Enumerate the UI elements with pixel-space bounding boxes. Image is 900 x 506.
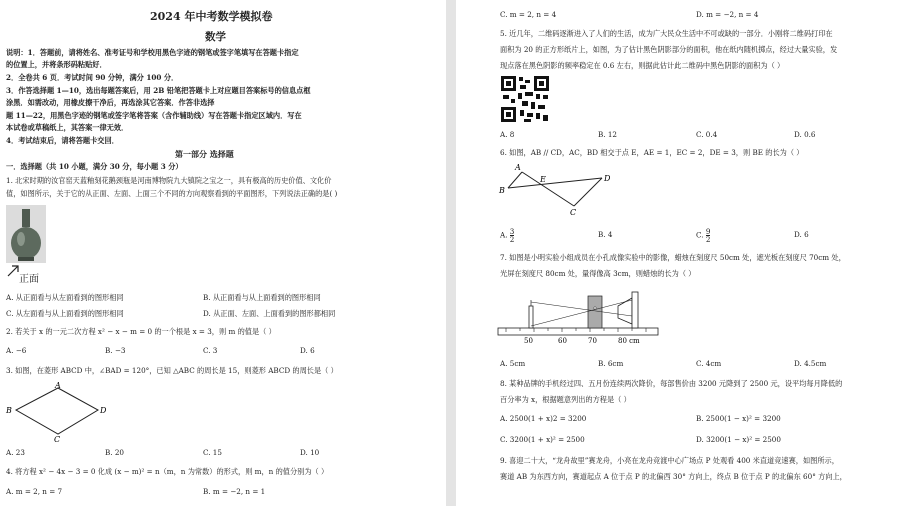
option-d: D. 4.5cm (794, 359, 827, 368)
option-d: D. 6 (794, 230, 809, 239)
option-b: B. 6cm (598, 359, 624, 368)
vertex-label: A (55, 382, 61, 390)
arrow-icon (6, 264, 20, 278)
question-text: 7. 如图是小明实验小组成员在小孔成像实验中的影像，蜡烛在刻度尺 50cm 处，遮光板在刻度尺 70cm 处， (500, 253, 846, 262)
option-a: A. 从正面看与从左面看到的图形相同 (6, 293, 124, 302)
option-c: C. 从左面看与从上面看到的图形相同 (6, 309, 124, 318)
question-text: 1. 北宋时期的汝官窑天蓝釉刻花鹅颈瓶是河南博物院九大镇院之宝之一，具有极高的历史价值、文化价 (6, 176, 332, 185)
vertex-label: E (540, 175, 546, 184)
question-text: 现点落在黑色阴影的频率稳定在 0.6 左右，则据此估计此二维码中黑色阴影的面积为（ ） (500, 61, 785, 70)
option-b: B. m = −2, n = 1 (203, 487, 266, 496)
note-line: 本试卷或草稿纸上，其答案一律无效． (6, 123, 129, 132)
option-c: C. m = 2, n = 4 (500, 10, 557, 19)
page-gap (446, 0, 456, 506)
ruler-tick-label: 60 (558, 337, 567, 345)
option-a: A. 5cm (500, 359, 526, 368)
note-line: 说明：1．答题前，请将姓名、准考证号和学校用黑色字迹的钢笔或签字笔填写在答题卡指定 (6, 48, 299, 57)
option-a: A. $\frac{3}{2}$ (500, 227, 515, 244)
option-c: C. 0.4 (696, 130, 718, 139)
question-text: 光屏在刻度尺 80cm 处，量得像高 3cm，则蜡烛的长为（ ） (500, 269, 696, 278)
option-c: C. 3 (203, 346, 218, 355)
option-a: A. 23 (6, 448, 25, 457)
note-line: 题 11—22，用黑色字迹的钢笔或签字笔将答案（含作辅助线）写在答题卡指定区域内．写在 (6, 111, 302, 120)
vertex-label: C (54, 435, 61, 442)
question-text: 5. 近几年，二维码逐渐进入了人们的生活，成为广大民众生活中不可或缺的一部分．小刚将二维码打印在 (500, 29, 833, 38)
question-text: 值，如图所示，关于它的从正面、左面、上面三个不同的方向观察看到的平面图形，下列说法正确的是( ) (6, 189, 338, 198)
ruler-tick-label: 50 (524, 337, 533, 345)
rhombus-figure (4, 382, 114, 442)
question-text: 8. 某种品牌的手机经过四、五月份连续两次降价，每部售价由 3200 元降到了 2500 元，设平均每月降低的 (500, 379, 843, 388)
vase-image (6, 205, 46, 263)
option-b: B. 4 (598, 230, 613, 239)
vertex-label: D (604, 174, 611, 183)
part-heading: 第一部分 选择题 (175, 149, 234, 159)
vertex-label: C (570, 208, 577, 217)
front-label: 正面 (19, 274, 39, 285)
qr-code-image (500, 75, 550, 123)
note-line: 3．作答选择题 1—10，选出每题答案后，用 2B 铅笔把答题卡上对应题目答案标号的信息点框 (6, 86, 311, 95)
question-text: 面积为 20 的正方形纸片上，如图，为了估计黑色阴影部分的面积，他在纸内随机掷点，经过大量实验，发 (500, 45, 838, 54)
option-d: D. 0.6 (794, 130, 816, 139)
note-line: 的位置上，并将条形码粘贴好． (6, 60, 107, 69)
option-c: C. 15 (203, 448, 222, 457)
ruler-tick-label: 70 (588, 337, 597, 345)
option-c: C. 3200(1 + x)² = 2500 (500, 435, 585, 444)
section-heading: 一．选择题（共 10 小题，满分 30 分，每小题 3 分） (6, 162, 183, 171)
option-b: B. 12 (598, 130, 617, 139)
question-text: 百分率为 x，根据题意列出的方程是（ ） (500, 395, 631, 404)
exam-title: 2024 年中考数学模拟卷 (150, 10, 273, 23)
option-a: A. 8 (500, 130, 515, 139)
vertex-label: D (100, 406, 107, 415)
question-text: 9. 喜迎二十大，“龙舟故里”赛龙舟，小亮在龙舟竞渡中心广场点 P 处观看 400 米直道竞速赛，如图所示， (500, 456, 839, 465)
option-d: D. 3200(1 − x)² = 2500 (696, 435, 781, 444)
option-c: C. 4cm (696, 359, 722, 368)
ruler-tick-label: 80 cm (618, 337, 640, 345)
option-d: D. 6 (300, 346, 315, 355)
question-text: 3. 如图，在菱形 ABCD 中，∠BAD = 120°，已知 △ABC 的周长是 15，则菱形 ABCD 的周长是（ ） (6, 366, 338, 375)
question-text: 4. 将方程 x² − 4x − 3 = 0 化成 (x − m)² = n（m，n 为常数）的形式，则 m，n 的值分别为（ ） (6, 467, 329, 476)
note-line: 2．全卷共 6 页．考试时间 90 分钟，满分 100 分． (6, 73, 179, 82)
subject-title: 数学 (205, 31, 226, 43)
option-b: B. 20 (105, 448, 124, 457)
vertex-label: B (6, 406, 12, 415)
left-page (0, 0, 446, 506)
option-b: B. 2500(1 − x)² = 3200 (696, 414, 781, 423)
vertex-label: B (499, 186, 505, 195)
note-line: 涂黑．如需改动，用橡皮擦干净后，再选涂其它答案．作答非选择 (6, 98, 215, 107)
option-a: A. −6 (6, 346, 27, 355)
question-text: 2. 若关于 x 的一元二次方程 x² − x − m = 0 的一个根是 x = 3，则 m 的值是（ ） (6, 327, 276, 336)
question-text: 赛道 AB 为东西方向，赛道起点 A 位于点 P 的北偏西 30° 方向上，终点 B 位于点 P 的北偏东 60° 方向上， (500, 472, 847, 481)
option-d: D. m = −2, n = 4 (696, 10, 759, 19)
option-a: A. 2500(1 + x)2 = 3200 (500, 414, 587, 423)
triangles-figure (498, 160, 628, 218)
option-c: C. $\frac{9}{2}$ (696, 227, 711, 244)
option-d: D. 10 (300, 448, 320, 457)
option-b: B. −3 (105, 346, 126, 355)
option-d: D. 从正面、左面、上面看到的图形都相同 (203, 309, 336, 318)
note-line: 4．考试结束后，请将答题卡交回． (6, 136, 119, 145)
right-page (456, 0, 900, 506)
option-b: B. 从正面看与从上面看到的图形相同 (203, 293, 321, 302)
option-a: A. m = 2, n = 7 (6, 487, 63, 496)
vertex-label: A (515, 163, 521, 172)
pinhole-experiment-figure (496, 282, 661, 346)
question-text: 6. 如图，AB // CD，AC，BD 相交于点 E，AE = 1，EC = 2，DE = 3，则 BE 的长为（ ） (500, 148, 804, 157)
